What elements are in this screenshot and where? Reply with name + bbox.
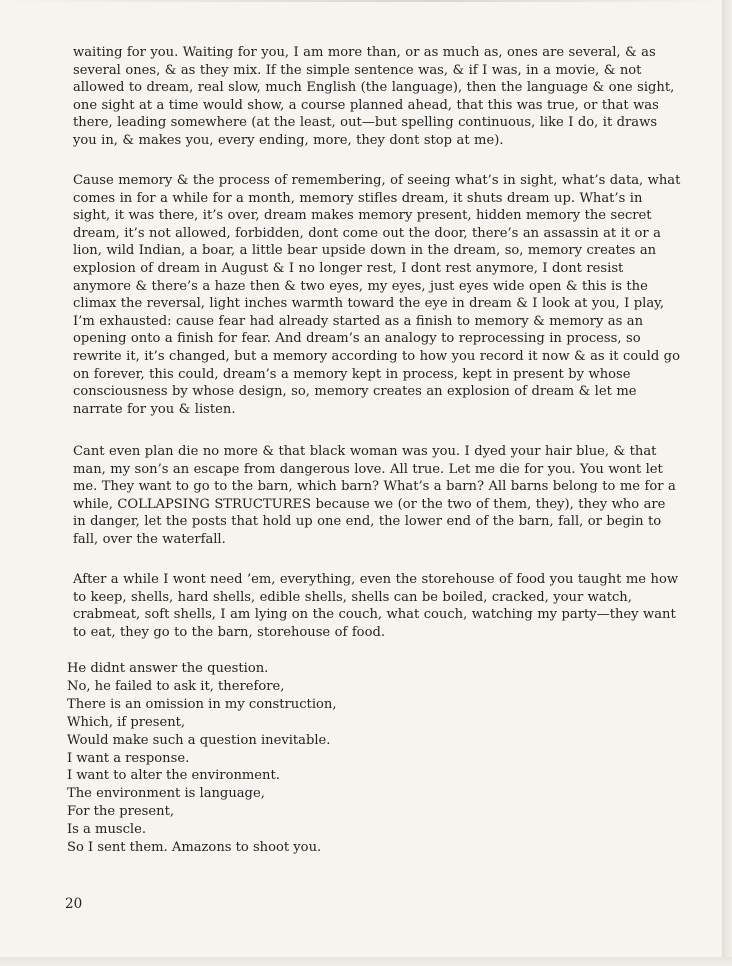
poem-line: I want to alter the environment.	[67, 768, 280, 784]
poem-line: Which, if present,	[67, 714, 186, 730]
poem-line: He didnt answer the question.	[67, 661, 269, 676]
page-bottom-edge	[0, 957, 732, 966]
page-right-edge	[722, 0, 732, 966]
paragraph-3: Cant even plan die no more & that black woman was you. I dyed your hair blue, & that man, my son’s an escape from dangerous love. All true. Let me die for you. You wont let me. They want to go to the barn, which barn? What’s a barn? All barns belong to me for a while, COLLAPSING STRUCTURES because we (or the two of them, they), they who are in danger, let the posts that hold up one end, the lower end of the barn, fall, or begin to fall, over the waterfall.	[73, 444, 676, 547]
page-top-edge	[0, 0, 722, 2]
paragraph-2: Cause memory & the process of remembering, of seeing what’s in sight, what’s data, what comes in for a while for a month, memory stifles dream, it shuts dream up. What’s in sight, it was there, it’s over, dream makes memory present, hidden memory the secret dream, it’s not allowed, forbidden, dont come out the door, there’s an assassin at it or a lion, wild Indian, a boar, a little bear upside down in the dream, so, memory creates an explosion of dream in August & I no longer rest, I dont rest anymore, I dont resist anymore & there’s a haze then & two eyes, my eyes, just eyes wide open & this is the climax the reversal, light inches warmth toward the eye in dream & I look at you, I play, I’m exhausted: cause fear had already started as a finish to memory & memory as an opening onto a finish for fear. And dream’s an analogy to reprocessing in process, so rewrite it, it’s changed, but a memory according to how you record it now & as it could go on forever, this could, dream’s a memory kept in process, kept in present by whose consciousness by whose design, so, memory creates an explosion of dream & let me narrate for you & listen.	[73, 173, 681, 417]
poem-line: So I sent them. Amazons to shoot you.	[67, 840, 322, 856]
poem-line: There is an omission in my construction,	[67, 696, 337, 712]
poem-stanza	[67, 660, 687, 857]
poem-line: Is a muscle.	[67, 822, 147, 838]
poem-line: I want a response.	[67, 750, 190, 766]
poem-line: Would make such a question inevitable.	[67, 732, 331, 748]
page-number: 20	[65, 896, 83, 912]
poem-line: For the present,	[67, 804, 174, 820]
paragraph-1: waiting for you. Waiting for you, I am more than, or as much as, ones are several, & as several ones, & as they mix. If the simple sentence was, & if I was, in a movie, & not allowed to dream, real slow, much English (the language), then the language & one sight, one sight at a time would show, a course planned ahead, that this was true, or that was there, leading somewhere (at the least, out—but spelling continuous, like I do, it draws you in, & makes you, every ending, more, they dont stop at me).	[73, 45, 675, 148]
poem-line: The environment is language,	[67, 786, 265, 802]
poem-line: No, he failed to ask it, therefore,	[67, 678, 285, 694]
paragraph-4: After a while I wont need ’em, everything, even the storehouse of food you taught me how to keep, shells, hard shells, edible shells, shells can be boiled, cracked, your watch, crabmeat, soft shells, I am lying on the couch, what couch, watching my party—they want to eat, they go to the barn, storehouse of food.	[73, 572, 679, 640]
